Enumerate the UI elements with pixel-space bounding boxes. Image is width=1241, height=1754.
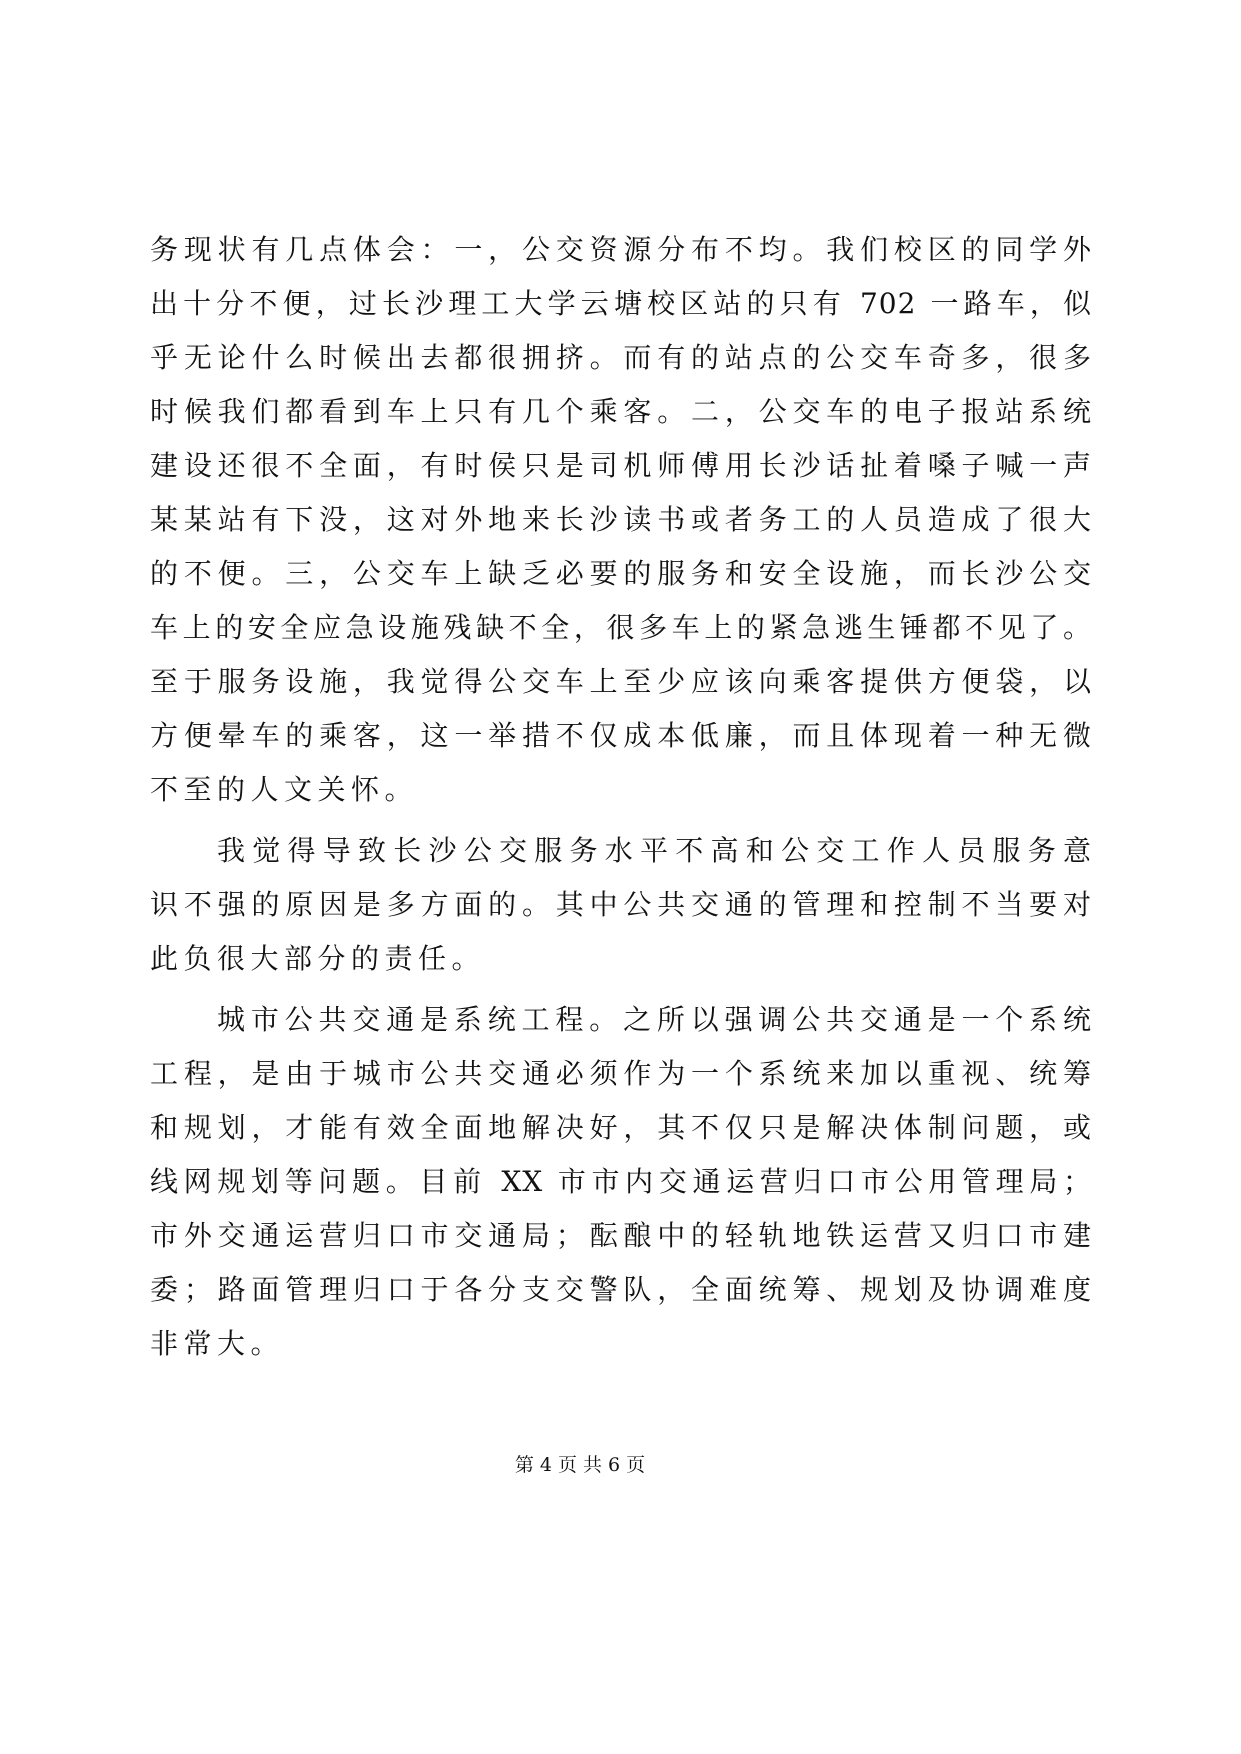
text-line: 方便晕车的乘客，这一举措不仅成本低廉，而且体现着一种无微	[150, 719, 1092, 752]
page-footer: 第 4 页 共 6 页	[514, 1454, 646, 1476]
text-line: 出十分不便，过长沙理工大学云塘校区站的只有 702 一路车，似	[150, 287, 1092, 320]
text-line: 至于服务设施，我觉得公交车上至少应该向乘客提供方便袋，以	[150, 665, 1092, 698]
text-line: 市外交通运营归口市交通局；酝酿中的轻轨地铁运营又归口市建	[150, 1219, 1092, 1252]
text-line: 车上的安全应急设施残缺不全，很多车上的紧急逃生锤都不见了。	[150, 611, 1092, 644]
text-line: 不至的人文关怀。	[150, 773, 419, 806]
text-line: 委；路面管理归口于各分支交警队，全面统筹、规划及协调难度	[150, 1273, 1092, 1306]
text-line: 务现状有几点体会：一，公交资源分布不均。我们校区的同学外	[150, 233, 1092, 266]
text-line: 乎无论什么时候出去都很拥挤。而有的站点的公交车奇多，很多	[150, 341, 1092, 374]
text-line: 时候我们都看到车上只有几个乘客。二，公交车的电子报站系统	[150, 395, 1092, 428]
paragraph	[150, 223, 1092, 817]
text-line: 工程，是由于城市公共交通必须作为一个系统来加以重视、统筹	[150, 1057, 1092, 1090]
document-body	[150, 223, 1092, 1378]
text-line: 我觉得导致长沙公交服务水平不高和公交工作人员服务意	[217, 834, 1092, 867]
text-line: 识不强的原因是多方面的。其中公共交通的管理和控制不当要对	[150, 888, 1092, 921]
paragraph	[150, 993, 1092, 1371]
text-line: 某某站有下没，这对外地来长沙读书或者务工的人员造成了很大	[150, 503, 1092, 536]
text-line: 此负很大部分的责任。	[150, 942, 486, 975]
text-line: 城市公共交通是系统工程。之所以强调公共交通是一个系统	[217, 1003, 1092, 1036]
text-line: 的不便。三，公交车上缺乏必要的服务和安全设施，而长沙公交	[150, 557, 1092, 590]
text-line: 建设还很不全面，有时侯只是司机师傅用长沙话扯着嗓子喊一声	[150, 449, 1092, 482]
paragraph	[150, 824, 1092, 986]
text-line: 非常大。	[150, 1327, 285, 1360]
text-line: 和规划，才能有效全面地解决好，其不仅只是解决体制问题，或	[150, 1111, 1092, 1144]
text-line: 线网规划等问题。目前 XX 市市内交通运营归口市公用管理局；	[150, 1165, 1092, 1198]
